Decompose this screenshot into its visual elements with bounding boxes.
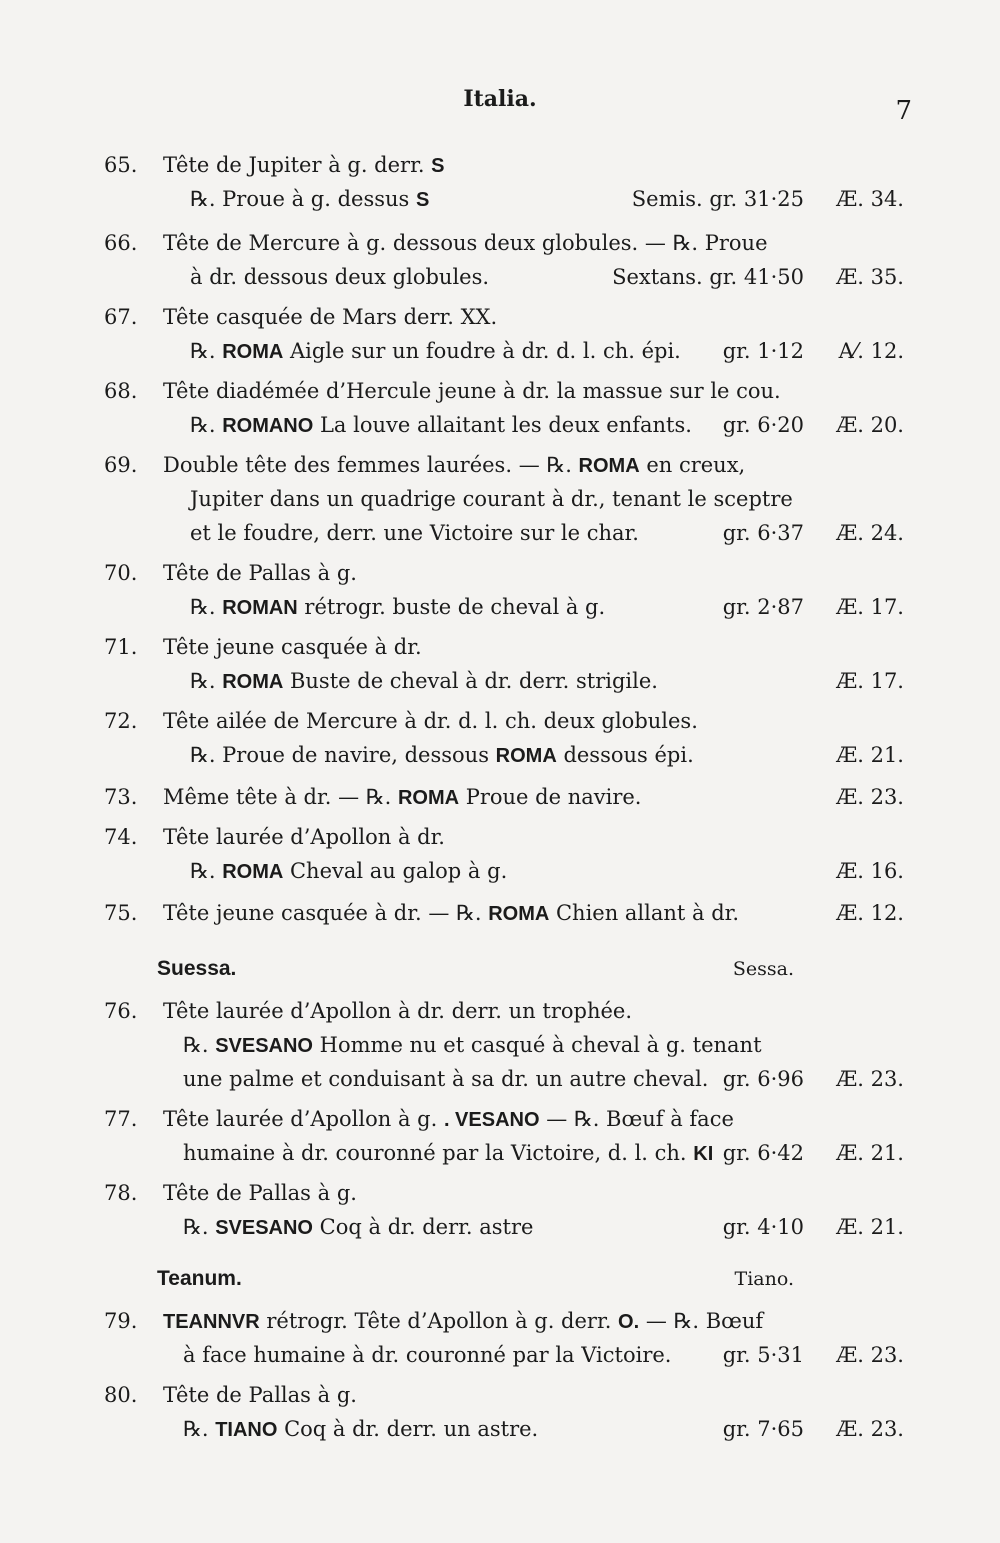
catalogue-line: [0, 260, 1000, 294]
metal-size: A⁄. 12.: [838, 339, 904, 363]
coin-legend: TIANO: [215, 1419, 278, 1441]
description-text: Tête laurée d’Apollon à g.: [163, 1107, 444, 1131]
description-text: Double tête des femmes laurées. — ℞.: [163, 453, 579, 477]
entry-number: 67.: [104, 305, 138, 329]
entry-number: 75.: [104, 901, 138, 925]
description-text: ℞.: [183, 1033, 216, 1057]
description-text: ℞.: [190, 859, 223, 883]
entry-description: [163, 448, 745, 483]
coin-weight: Semis. gr. 31·25: [631, 187, 804, 211]
coin-legend: TEANNVR: [163, 1311, 260, 1333]
catalogue-line: [0, 1136, 1000, 1170]
catalogue-line: [0, 148, 1000, 182]
coin-legend: ROMAN: [222, 597, 298, 619]
coin-weight: gr. 2·87: [722, 595, 804, 619]
metal-size: Æ. 23.: [836, 1343, 904, 1367]
entry-description: [163, 226, 768, 260]
metal-size: Æ. 21.: [836, 1215, 904, 1239]
entry-number: 71.: [104, 635, 138, 659]
entry-description: [163, 1304, 763, 1339]
catalogue-line: [0, 334, 1000, 368]
coin-legend: O.: [618, 1311, 640, 1333]
coin-legend: ROMA: [578, 455, 640, 477]
coin-legend: ROMA: [222, 861, 284, 883]
description-text: Chien allant à dr.: [549, 901, 740, 925]
metal-size: Æ. 23.: [836, 1067, 904, 1091]
modern-city-name: Tiano.: [734, 1268, 794, 1290]
entry-number: 68.: [104, 379, 138, 403]
entry-description: [190, 260, 489, 294]
entry-description: [190, 738, 694, 773]
catalogue-line: [0, 1028, 1000, 1062]
catalogue-line: [0, 590, 1000, 624]
catalogue-line: [0, 630, 1000, 664]
description-text: Tête de Pallas à g.: [163, 1181, 357, 1205]
entry-number: 69.: [104, 453, 138, 477]
description-text: à face humaine à dr. couronné par la Victoire.: [183, 1343, 672, 1367]
coin-weight: gr. 5·31: [722, 1343, 804, 1367]
coin-legend: ROMANO: [222, 415, 314, 437]
coin-legend: ROMA: [397, 787, 460, 809]
entry-description: [163, 300, 497, 334]
description-text: à dr. dessous deux globules.: [190, 265, 490, 289]
description-text: Tête laurée d’Apollon à dr.: [163, 825, 445, 849]
coin-weight: gr. 6·42: [722, 1141, 804, 1165]
description-text: Tête diadémée d’Hercule jeune à dr. la massue sur le cou.: [163, 379, 781, 403]
catalogue-line: [0, 780, 1000, 814]
metal-size: Æ. 16.: [836, 859, 904, 883]
metal-size: Æ. 35.: [836, 265, 904, 289]
catalogue-line: [0, 1176, 1000, 1210]
catalogue-line: [0, 226, 1000, 260]
entry-number: 74.: [104, 825, 138, 849]
description-text: ℞. Proue de navire, dessous: [190, 743, 496, 767]
description-text: une palme et conduisant à sa dr. un autre cheval.: [183, 1067, 709, 1091]
metal-size: Æ. 21.: [836, 1141, 904, 1165]
description-text: Même tête à dr. — ℞.: [163, 785, 398, 809]
description-text: ℞.: [190, 669, 223, 693]
catalogue-line: [0, 994, 1000, 1028]
entry-description: [163, 556, 357, 590]
modern-city-name: Sessa.: [732, 958, 794, 980]
catalogue-line: [0, 408, 1000, 442]
coin-weight: gr. 1·12: [722, 339, 804, 363]
metal-size: Æ. 23.: [836, 785, 904, 809]
description-text: Aigle sur un foudre à dr. d. l. ch. épi.: [283, 339, 681, 363]
description-text: La louve allaitant les deux enfants.: [313, 413, 692, 437]
entry-description: [190, 408, 692, 443]
description-text: rétrogr. Tête d’Apollon à g. derr.: [259, 1309, 619, 1333]
entry-description: [163, 994, 632, 1028]
description-text: ℞.: [183, 1417, 216, 1441]
coin-weight: gr. 6·96: [722, 1067, 804, 1091]
catalogue-line: [0, 896, 1000, 930]
entry-number: 66.: [104, 231, 138, 255]
entry-number: 72.: [104, 709, 138, 733]
description-text: humaine à dr. couronné par la Victoire, d. l. ch.: [183, 1141, 694, 1165]
entry-description: [163, 704, 698, 738]
entry-description: [183, 1136, 713, 1171]
entry-description: [183, 1210, 533, 1245]
entry-description: [163, 1176, 357, 1210]
coin-weight: gr. 4·10: [722, 1215, 804, 1239]
entry-description: [190, 854, 507, 889]
metal-size: Æ. 12.: [836, 901, 904, 925]
metal-size: Æ. 20.: [836, 413, 904, 437]
description-text: Coq à dr. derr. astre: [313, 1215, 534, 1239]
entry-description: [190, 516, 639, 550]
description-text: rétrogr. buste de cheval à g.: [297, 595, 606, 619]
entry-number: 76.: [104, 999, 138, 1023]
catalogue-line: [0, 1378, 1000, 1412]
catalogue-line: [0, 1102, 1000, 1136]
description-text: Tête de Jupiter à g. derr.: [163, 153, 432, 177]
entry-description: [163, 148, 445, 183]
description-text: Jupiter dans un quadrige courant à dr., tenant le sceptre: [190, 487, 793, 511]
coin-legend: ROMA: [222, 341, 284, 363]
catalogue-line: [0, 374, 1000, 408]
entry-number: 77.: [104, 1107, 138, 1131]
metal-size: Æ. 24.: [836, 521, 904, 545]
catalogue-line: [0, 1210, 1000, 1244]
description-text: ℞.: [190, 595, 223, 619]
entry-description: [163, 896, 739, 931]
coin-legend: . VESANO: [443, 1109, 540, 1131]
section-heading-row: [0, 952, 1000, 986]
description-text: ℞.: [190, 413, 223, 437]
description-text: — ℞. Bœuf à face: [539, 1107, 734, 1131]
entry-number: 70.: [104, 561, 138, 585]
coin-weight: gr. 6·37: [722, 521, 804, 545]
section-heading: Suessa.: [157, 957, 237, 980]
description-text: dessous épi.: [556, 743, 694, 767]
description-text: Tête casquée de Mars derr. XX.: [163, 305, 498, 329]
entry-description: [163, 820, 445, 854]
catalogue-line: [0, 664, 1000, 698]
catalogue-line: [0, 1412, 1000, 1446]
description-text: ℞.: [183, 1215, 216, 1239]
coin-legend: SVESANO: [215, 1217, 313, 1239]
description-text: Coq à dr. derr. un astre.: [277, 1417, 539, 1441]
description-text: Cheval au galop à g.: [283, 859, 508, 883]
entry-number: 65.: [104, 153, 138, 177]
description-text: Tête jeune casquée à dr. — ℞.: [163, 901, 489, 925]
catalogue-line: [0, 738, 1000, 772]
catalogue-line: [0, 448, 1000, 482]
page-number: 7: [895, 96, 912, 126]
coin-weight: gr. 6·20: [722, 413, 804, 437]
coin-legend: KI: [693, 1143, 714, 1165]
coin-legend: S: [416, 189, 430, 211]
entry-description: [183, 1338, 671, 1372]
description-text: Buste de cheval à dr. derr. strigile.: [283, 669, 658, 693]
description-text: Tête de Pallas à g.: [163, 561, 357, 585]
description-text: — ℞. Bœuf: [639, 1309, 764, 1333]
section-heading-row: [0, 1262, 1000, 1296]
catalogue-line: [0, 516, 1000, 550]
section-heading: Teanum.: [157, 1267, 242, 1290]
description-text: et le foudre, derr. une Victoire sur le char.: [190, 521, 639, 545]
entry-number: 73.: [104, 785, 138, 809]
entry-description: [163, 1102, 734, 1137]
description-text: Homme nu et casqué à cheval à g. tenant: [313, 1033, 762, 1057]
metal-size: Æ. 17.: [836, 669, 904, 693]
metal-size: Æ. 23.: [836, 1417, 904, 1441]
entry-description: [190, 482, 793, 516]
entry-description: [163, 374, 781, 408]
description-text: Tête ailée de Mercure à dr. d. l. ch. deux globules.: [163, 709, 698, 733]
entry-description: [190, 334, 681, 369]
coin-legend: ROMA: [495, 745, 557, 767]
coin-legend: SVESANO: [215, 1035, 313, 1057]
catalogue-line: [0, 854, 1000, 888]
entry-number: 79.: [104, 1309, 138, 1333]
entry-description: [190, 664, 658, 699]
catalogue-line: [0, 1304, 1000, 1338]
entry-description: [183, 1062, 708, 1096]
entry-number: 80.: [104, 1383, 138, 1407]
description-text: Tête de Mercure à g. dessous deux globules. — ℞. Proue: [163, 231, 768, 255]
metal-size: Æ. 21.: [836, 743, 904, 767]
catalogue-line: [0, 704, 1000, 738]
catalogue-line: [0, 556, 1000, 590]
description-text: Tête de Pallas à g.: [163, 1383, 357, 1407]
entry-description: [190, 182, 429, 217]
entry-description: [183, 1412, 538, 1447]
description-text: Proue de navire.: [459, 785, 642, 809]
coin-legend: ROMA: [222, 671, 284, 693]
catalogue-line: [0, 1338, 1000, 1372]
coin-weight: Sextans. gr. 41·50: [612, 265, 804, 289]
catalogue-line: [0, 300, 1000, 334]
description-text: ℞. Proue à g. dessus: [190, 187, 417, 211]
coin-legend: ROMA: [488, 903, 550, 925]
catalogue-line: [0, 182, 1000, 216]
metal-size: Æ. 17.: [836, 595, 904, 619]
description-text: Tête laurée d’Apollon à dr. derr. un trophée.: [163, 999, 632, 1023]
metal-size: Æ. 34.: [836, 187, 904, 211]
entry-number: 78.: [104, 1181, 138, 1205]
entry-description: [163, 630, 422, 664]
catalogue-line: [0, 820, 1000, 854]
coin-legend: S: [431, 155, 445, 177]
catalogue-line: [0, 1062, 1000, 1096]
catalogue-line: [0, 482, 1000, 516]
coin-weight: gr. 7·65: [722, 1417, 804, 1441]
running-title: Italia.: [463, 86, 537, 112]
entry-description: [163, 780, 641, 815]
description-text: Tête jeune casquée à dr.: [163, 635, 422, 659]
entry-description: [183, 1028, 762, 1063]
entry-description: [163, 1378, 357, 1412]
description-text: ℞.: [190, 339, 223, 363]
entry-description: [190, 590, 605, 625]
description-text: en creux,: [639, 453, 746, 477]
